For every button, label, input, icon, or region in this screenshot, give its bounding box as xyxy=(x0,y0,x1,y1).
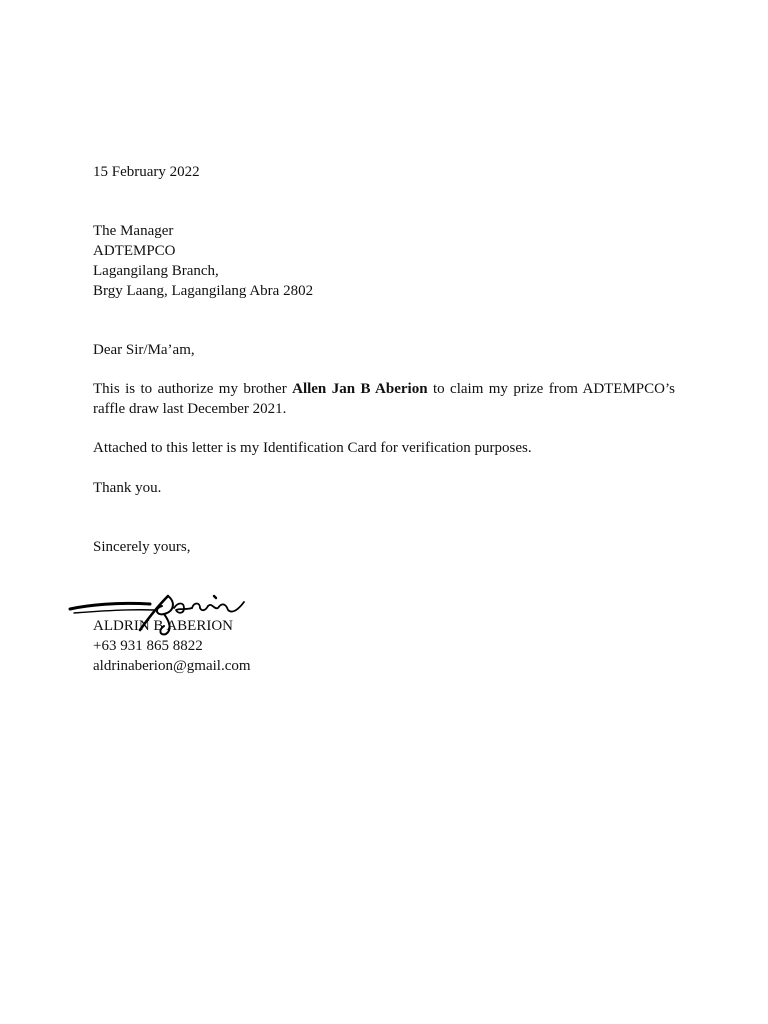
attachment-text: Attached to this letter is my Identification Card for verification purposes. xyxy=(93,440,532,456)
attachment-paragraph xyxy=(93,438,675,458)
thanks-paragraph xyxy=(93,478,675,498)
recipient-street-address: Brgy Laang, Lagangilang Abra 2802 xyxy=(93,283,314,299)
recipient-branch: Lagangilang Branch, xyxy=(93,263,219,279)
closing xyxy=(93,537,675,557)
recipient-title: The Manager xyxy=(93,223,174,239)
recipient-address xyxy=(93,221,675,301)
authorized-person-name: Allen Jan B Aberion xyxy=(292,381,428,397)
sender-phone: +63 931 865 8822 xyxy=(93,638,203,654)
letter-date xyxy=(93,162,675,182)
salutation xyxy=(93,340,675,360)
closing-text: Sincerely yours, xyxy=(93,539,191,555)
salutation-text: Dear Sir/Ma’am, xyxy=(93,342,195,358)
date-text: 15 February 2022 xyxy=(93,164,200,180)
sender-email: aldrinaberion@gmail.com xyxy=(93,658,251,674)
recipient-organization: ADTEMPCO xyxy=(93,243,176,259)
body-text-before: This is to authorize my brother xyxy=(93,381,293,397)
body-text-after: to claim my prize from ADTEMPCO’s raffle draw last December 2021. xyxy=(93,381,675,417)
authorization-paragraph xyxy=(93,379,675,419)
thanks-text: Thank you. xyxy=(93,480,162,496)
handwritten-signature xyxy=(68,592,248,636)
sender-name: ALDRIN B ABERION xyxy=(93,618,234,634)
